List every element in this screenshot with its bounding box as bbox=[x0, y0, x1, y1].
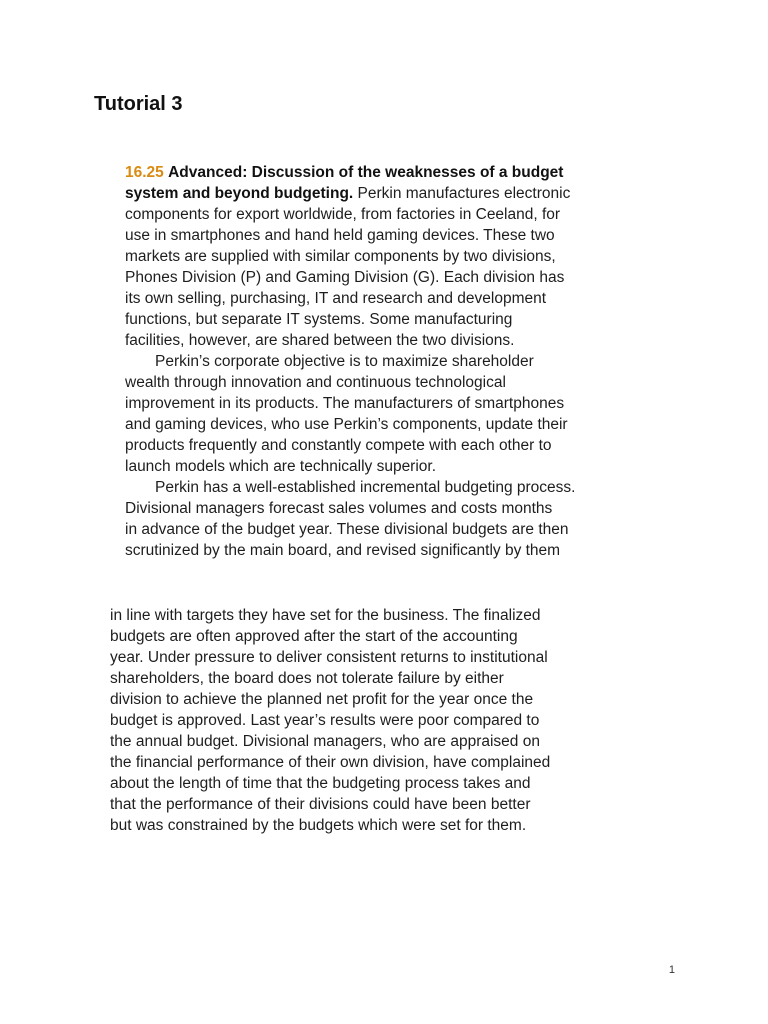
paragraph-line: components for export worldwide, from factories in Ceeland, for bbox=[125, 206, 561, 223]
paragraph-line: in line with targets they have set for the business. The finalized bbox=[110, 607, 541, 624]
paragraph-line: budget is approved. Last year’s results were poor compared to bbox=[110, 712, 540, 729]
paragraph-line: Perkin’s corporate objective is to maximize shareholder bbox=[155, 353, 534, 370]
paragraph-line: Perkin has a well-established incremental budgeting process. bbox=[155, 479, 576, 496]
continuation-block bbox=[110, 605, 650, 836]
paragraph-line: and gaming devices, who use Perkin’s components, update their bbox=[125, 416, 568, 433]
paragraph-line: budgets are often approved after the start of the accounting bbox=[110, 628, 518, 645]
paragraph-line: but was constrained by the budgets which were set for them. bbox=[110, 817, 527, 834]
paragraph-line: Phones Division (P) and Gaming Division (G). Each division has bbox=[125, 269, 565, 286]
exercise-heading-line-2 bbox=[125, 183, 665, 204]
paragraph-line: wealth through innovation and continuous technological bbox=[125, 374, 506, 391]
page-title: Tutorial 3 bbox=[94, 93, 183, 115]
paragraph-line: the financial performance of their own division, have complained bbox=[110, 754, 551, 771]
paragraph-line: that the performance of their divisions could have been better bbox=[110, 796, 531, 813]
paragraph-line: about the length of time that the budgeting process takes and bbox=[110, 775, 531, 792]
exercise-heading-cont: system and beyond budgeting. bbox=[125, 185, 354, 202]
paragraph-line: launch models which are technically superior. bbox=[125, 458, 437, 475]
exercise-number: 16.25 bbox=[125, 164, 164, 181]
paragraph-line: year. Under pressure to deliver consistent returns to institutional bbox=[110, 649, 548, 666]
exercise-heading-line bbox=[125, 162, 665, 183]
paragraph-line: products frequently and constantly compete with each other to bbox=[125, 437, 552, 454]
paragraph-line: functions, but separate IT systems. Some manufacturing bbox=[125, 311, 513, 328]
exercise-block bbox=[125, 162, 665, 561]
paragraph-line: use in smartphones and hand held gaming devices. These two bbox=[125, 227, 555, 244]
exercise-heading: Advanced: Discussion of the weaknesses of a budget bbox=[168, 164, 564, 181]
paragraph-line: division to achieve the planned net profit for the year once the bbox=[110, 691, 534, 708]
paragraph-line: its own selling, purchasing, IT and research and development bbox=[125, 290, 547, 307]
paragraph-line: markets are supplied with similar components by two divisions, bbox=[125, 248, 556, 265]
paragraph-line: improvement in its products. The manufacturers of smartphones bbox=[125, 395, 565, 412]
paragraph-line: shareholders, the board does not tolerate failure by either bbox=[110, 670, 504, 687]
page-number: 1 bbox=[668, 964, 675, 976]
paragraph-line: in advance of the budget year. These divisional budgets are then bbox=[125, 521, 569, 538]
paragraph-line: Divisional managers forecast sales volumes and costs months bbox=[125, 500, 553, 517]
paragraph-text: Perkin manufactures electronic bbox=[353, 185, 571, 202]
paragraph-line: facilities, however, are shared between the two divisions. bbox=[125, 332, 515, 349]
paragraph-line: scrutinized by the main board, and revised significantly by them bbox=[125, 542, 561, 559]
paragraph-line: the annual budget. Divisional managers, who are appraised on bbox=[110, 733, 540, 750]
